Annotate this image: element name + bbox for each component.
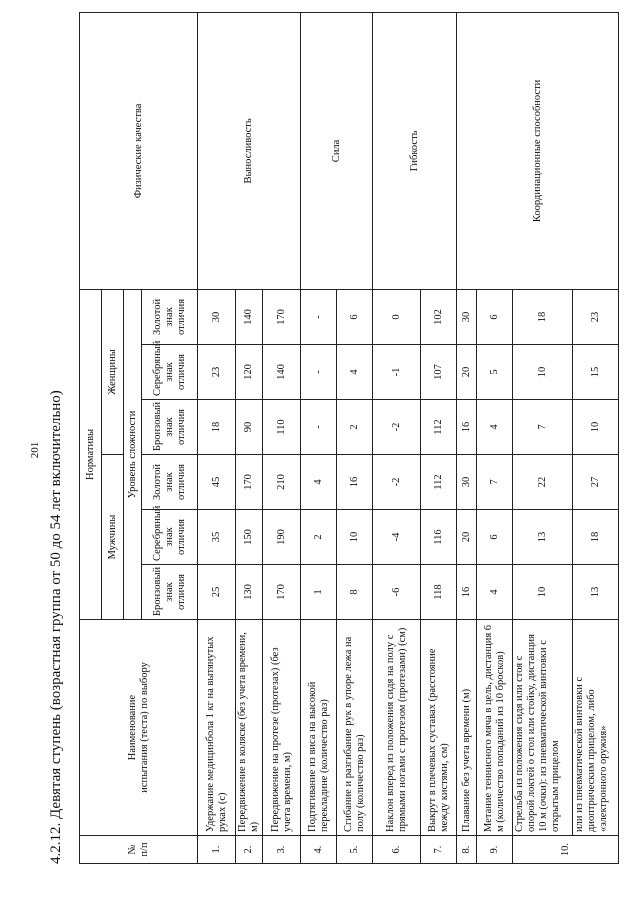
value-cell: 1 [301,565,337,620]
row-num: 8. [457,836,477,864]
header-women-gold: Золотой знак отличия [142,289,198,344]
row-num: 7. [421,836,457,864]
quality-endurance: Выносливость [198,12,301,289]
value-cell: -6 [373,565,421,620]
page-number: 201 [29,441,41,459]
value-cell: 110 [263,400,301,455]
header-test-name-line2: испытания (теста) по выбору [138,662,150,793]
value-cell: 13 [573,565,619,620]
value-cell: 118 [421,565,457,620]
test-name: Сгибание и разгибание рук в упоре лежа на полу (количество раз) [337,620,373,836]
test-name: Удержание медицинбола 1 кг на вытянутых руках (с) [198,620,236,836]
value-cell: 7 [513,400,573,455]
value-cell: 120 [236,345,263,400]
header-difficulty: Уровень сложности [124,289,142,619]
row-num: 6. [373,836,421,864]
test-name: Наклон вперед из положения сидя на полу с прямыми ногами с протезом (протезами) (см) [373,620,421,836]
section-heading: 4.2.12. Девятая ступень (возрастная группа от 50 до 54 лет включительно) [48,390,64,864]
header-norms: Нормативы [80,289,102,619]
value-cell: 30 [457,455,477,510]
value-cell: -4 [373,510,421,565]
row-num: 10. [513,836,619,864]
header-men-silver: Серебряный знак отличия [142,510,198,565]
table-row [301,12,337,863]
header-men-gold: Золотой знак отличия [142,455,198,510]
row-num: 3. [263,836,301,864]
quality-strength: Сила [301,12,373,289]
value-cell: 0 [373,289,421,344]
quality-coordination: Координационные способности [457,12,619,289]
test-name: или из пневматической винтовки с диоптрическим прицелом, либо «электронного оружия» [573,620,619,836]
value-cell: 20 [457,345,477,400]
value-cell: 8 [337,565,373,620]
value-cell: 45 [198,455,236,510]
header-qualities: Физические качества [80,12,198,289]
value-cell: 116 [421,510,457,565]
value-cell: -1 [373,345,421,400]
value-cell: 5 [477,345,513,400]
value-cell: 23 [198,345,236,400]
value-cell: 16 [457,400,477,455]
test-name: Передвижение на протезе (протезах) (без учета времени, м) [263,620,301,836]
rotated-page [35,7,607,872]
value-cell: 2 [337,400,373,455]
value-cell: 27 [573,455,619,510]
value-cell: 6 [337,289,373,344]
value-cell: 130 [236,565,263,620]
row-num: 1. [198,836,236,864]
value-cell: 10 [573,400,619,455]
header-men: Мужчины [102,455,124,620]
value-cell: - [301,345,337,400]
value-cell: 7 [477,455,513,510]
test-name: Стрельба из положения сидя или стоя с опорой локтей о стол или стойку, дистанция 10 м (очки): из пневматической винтовки с открытым прицелом [513,620,573,836]
value-cell: 35 [198,510,236,565]
value-cell: 4 [301,455,337,510]
value-cell: 6 [477,510,513,565]
value-cell: 10 [513,345,573,400]
row-num: 4. [301,836,337,864]
row-num: 9. [477,836,513,864]
value-cell: 16 [457,565,477,620]
value-cell: 190 [263,510,301,565]
value-cell: 10 [513,565,573,620]
header-test-name-line1: Наименование [126,694,138,761]
value-cell: 170 [263,289,301,344]
value-cell: 140 [236,289,263,344]
table-row [373,12,421,863]
value-cell: 18 [573,510,619,565]
value-cell: 102 [421,289,457,344]
value-cell: 22 [513,455,573,510]
value-cell: 6 [477,289,513,344]
value-cell: 4 [337,345,373,400]
header-num: № п/п [80,836,198,864]
test-name: Выкрут в плечевых суставах (расстояние между кистями, см) [421,620,457,836]
quality-flexibility: Гибкость [373,12,457,289]
value-cell: 16 [337,455,373,510]
header-women: Женщины [102,289,124,454]
test-name: Плавание без учета времени (м) [457,620,477,836]
value-cell: 25 [198,565,236,620]
value-cell: 140 [263,345,301,400]
table-row [457,12,477,863]
value-cell: 18 [513,289,573,344]
value-cell: 20 [457,510,477,565]
value-cell: 170 [263,565,301,620]
row-num: 2. [236,836,263,864]
value-cell: 30 [198,289,236,344]
value-cell: 2 [301,510,337,565]
value-cell: 30 [457,289,477,344]
value-cell: 13 [513,510,573,565]
value-cell: 15 [573,345,619,400]
test-name: Подтягивание из виса на высокой перекладине (количество раз) [301,620,337,836]
norms-table [79,12,619,864]
header-women-silver: Серебряный знак отличия [142,345,198,400]
value-cell: 112 [421,400,457,455]
value-cell: 170 [236,455,263,510]
value-cell: 10 [337,510,373,565]
value-cell: 112 [421,455,457,510]
row-num: 5. [337,836,373,864]
value-cell: 18 [198,400,236,455]
header-test-name [80,620,198,836]
table-row [198,12,236,863]
header-men-bronze: Бронзовый знак отличия [142,565,198,620]
value-cell: 4 [477,400,513,455]
value-cell: - [301,400,337,455]
value-cell: 107 [421,345,457,400]
value-cell: -2 [373,400,421,455]
value-cell: 210 [263,455,301,510]
value-cell: 4 [477,565,513,620]
value-cell: 150 [236,510,263,565]
value-cell: -2 [373,455,421,510]
value-cell: 90 [236,400,263,455]
test-name: Передвижение в коляске (без учета времени, м) [236,620,263,836]
test-name: Метание теннисного мяча в цель, дистанция 6 м (количество попаданий из 10 бросков) [477,620,513,836]
value-cell: - [301,289,337,344]
header-women-bronze: Бронзовый знак отличия [142,400,198,455]
value-cell: 23 [573,289,619,344]
